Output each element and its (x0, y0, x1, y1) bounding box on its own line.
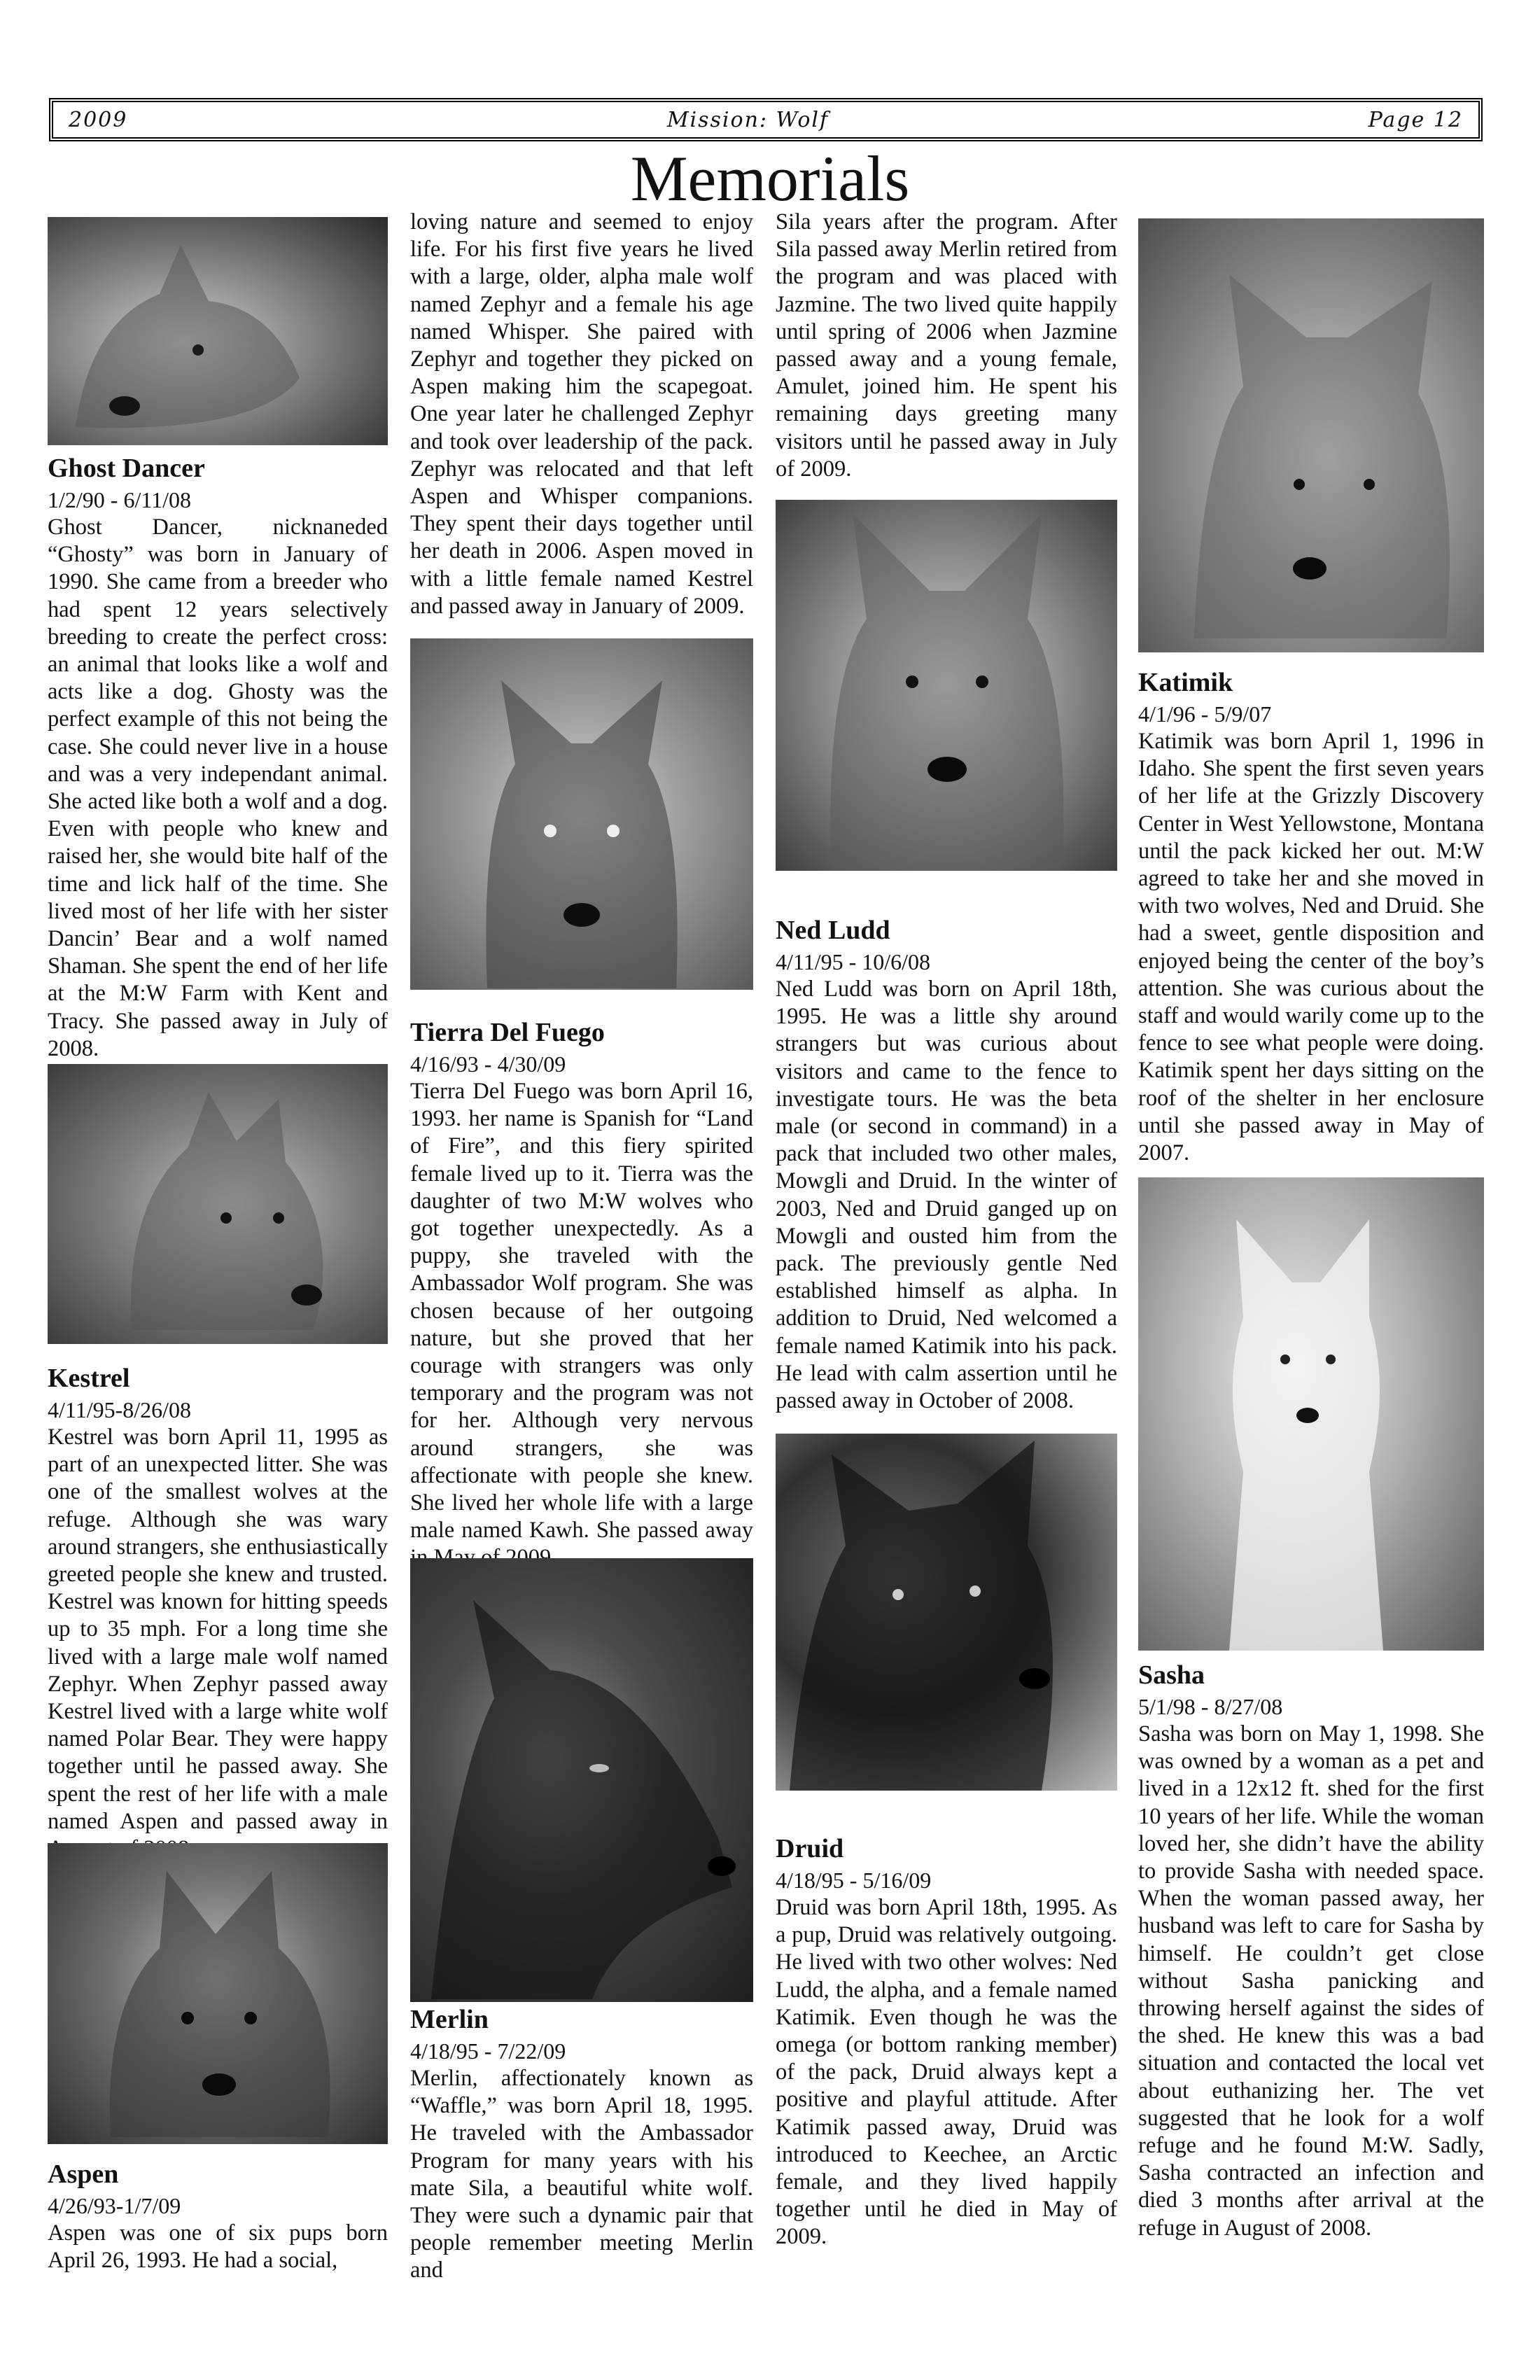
ned-ludd-dates: 4/11/95 - 10/6/08 (776, 949, 931, 974)
katimik-memorial (1138, 666, 1484, 1167)
aspen-text-start: Aspen was one of six pups born April 26, 1993. He had a social, (48, 2220, 388, 2274)
ghost-dancer-name: Ghost Dancer (48, 454, 205, 483)
aspen-memorial (48, 2158, 388, 2274)
merlin-memorial-continued (776, 209, 1117, 483)
kestrel-memorial (48, 1362, 388, 1863)
sasha-text: Sasha was born on May 1, 1998. She was owned by a woman as a pet and lived in a 12x12 ft. shed for the first 10 years of her life. While the woman loved her, she didn’t have the ability to provide Sasha with needed space. When the woman passed away, her husband was left to care for Sasha by himself. He couldn’t get close without Sasha panicking and throwing herself against the sides of the shed. He knew this was a bad situation and contacted the local vet about euthanizing her. The vet suggested that he look for a wolf refuge and he found M:W. Sadly, Sasha contracted an infection and died 3 months after arrival at the refuge in August of 2008. (1138, 1721, 1484, 2241)
aspen-photo (48, 1843, 388, 2144)
ghost-dancer-photo (48, 217, 388, 445)
wolf-photo-icon (48, 1843, 388, 2144)
ned-ludd-memorial (776, 914, 1117, 1415)
kestrel-text: Kestrel was born April 11, 1995 as part of an unexpected litter. She was one of the smallest wolves at the refuge. Although she was wary around strangers, she enthusiastically greeted people she knew and trusted. Kestrel was known for hitting speeds up to 35 mph. For a long time she lived with a large male wolf named Zephyr. When Zephyr passed away Kestrel lived with a large white wolf named Polar Bear. They were happy together until he passed away. She spent the rest of her life with a male named Aspen and passed away in (48, 1424, 388, 1834)
wolf-photo-icon (776, 500, 1117, 871)
wolf-photo-icon (48, 217, 388, 445)
merlin-dates: 4/18/95 - 7/22/09 (410, 2038, 566, 2064)
sasha-name: Sasha (1138, 1660, 1205, 1690)
ned-ludd-photo (776, 500, 1117, 871)
sasha-dates: 5/1/98 - 8/27/08 (1138, 1694, 1283, 1719)
aspen-memorial-continued (410, 209, 753, 620)
druid-memorial (776, 1833, 1117, 2251)
wolf-photo-icon (410, 638, 753, 990)
sasha-memorial (1138, 1659, 1484, 2242)
wolf-photo-icon (410, 1558, 753, 2002)
aspen-dates: 4/26/93-1/7/09 (48, 2193, 181, 2218)
ned-ludd-text: Ned Ludd was born on April 18th, 1995. He was a little shy around strangers but was curious about visitors and came to the fence to investigate tours. He was the beta male (or second in command) in a pack that included two other males, Mowgli and Druid. In the winter of 2003, Ned and Druid ganged up on Mowgli and ousted him from the pack. The previously gentle Ned established himself as alpha. In addition to Druid, Ned welcomed a female named Katimik into his pack. He lead with calm assertion until he passed away in October of 2008. (776, 976, 1117, 1414)
tierra-del-fuego-photo (410, 638, 753, 990)
ghost-dancer-memorial (48, 452, 388, 1063)
merlin-photo (410, 1558, 753, 2002)
wolf-photo-icon (48, 1064, 388, 1344)
header-page-number: Page 12 (1368, 107, 1463, 132)
merlin-text-continued: Sila years after the program. After Sila passed away Merlin retired from the program and was placed with Jazmine. The two lived quite happily until spring of 2006 when Jazmine passed away and a young female, Amulet, joined him. He spent his remaining days greeting many visitors until he passed away in July of 2009. (776, 209, 1117, 482)
katimik-dates: 4/1/96 - 5/9/07 (1138, 701, 1272, 727)
merlin-text-start: Merlin, affectionately known as “Waffle,” was born April 18, 1995. He traveled with the Ambassador Program for many years with his mate Sila, a beautiful white wolf. They were such a dynamic pair that people remember meeting Merlin and (410, 2066, 753, 2283)
katimik-text: Katimik was born April 1, 1996 in Idaho. She spent the first seven years of her life at the Grizzly Discovery Center in West Yellowstone, Montana until the pack kicked her out. M:W agreed to take her and she moved in with two wolves, Ned and Druid. She had a sweet, gentle disposition and enjoyed being the center of the boy’s attention. She was curious about the staff and would warily come up to the fence to see what people were doing. Katimik spent her days sitting on the roof of the shelter in her enclosure until she passed away in May of 2007. (1138, 729, 1484, 1166)
wolf-photo-icon (1138, 218, 1484, 652)
ghost-dancer-text: Ghost Dancer, nicknaneded “Ghosty” was born in January of 1990. She came from a breeder who had spent 12 years selectively breeding to create the perfect cross: an animal that looks like a wolf and acts like a dog. Ghosty was the perfect example of this not being the case. She could never live in a house and was a very independant animal. She acted like both a wolf and a dog. Even with people who knew and raised her, she would bite half of the time and lick half of the time. She lived most of her life with her sister Dancin’ Bear and a wolf named Shaman. She spent the end of her life at the M:W Farm with Kent and Tracy. She passed away in July of 2008. (48, 514, 388, 1061)
kestrel-name: Kestrel (48, 1364, 130, 1393)
page-header (49, 98, 1483, 141)
druid-dates: 4/18/95 - 5/16/09 (776, 1868, 932, 1893)
aspen-text-continued: loving nature and seemed to enjoy life. For his first five years he lived with a large, older, alpha male wolf named Zephyr and a female his age named Whisper. She paired with Zephyr and together they picked on Aspen making him the scapegoat. One year later he challenged Zephyr and took over leadership of the pack. Zephyr was relocated and that left Aspen and Whisper companions. They spent their days together until her death in 2006. Aspen moved in with a little female named Kestrel and passed away in January of 2009. (410, 209, 753, 619)
tierra-del-fuego-name: Tierra Del Fuego (410, 1018, 605, 1047)
aspen-name: Aspen (48, 2160, 119, 2189)
tierra-del-fuego-memorial (410, 1016, 753, 1572)
druid-name: Druid (776, 1834, 844, 1863)
tierra-del-fuego-dates: 4/16/93 - 4/30/09 (410, 1051, 566, 1077)
page-title: Memorials (630, 143, 910, 214)
katimik-name: Katimik (1138, 668, 1233, 697)
wolf-photo-icon (1138, 1177, 1484, 1651)
wolf-photo-icon (776, 1434, 1117, 1791)
tierra-del-fuego-text: Tierra Del Fuego was born April 16, 1993. her name is Spanish for “Land of Fire”, and this fiery spirited female lived up to it. Tierra was the daughter of two M:W wolves who got together unexpectedly. As a puppy, she traveled with the Ambassador Wolf program. She was chosen because of her outgoing nature, but she proved that her courage with strangers was only temporary and the program was not for her. Although very nervous around strangers, she was affectionate with people she knew. She lived her whole life with a large male named Kawh. She passed away (410, 1079, 753, 1544)
merlin-memorial (410, 2003, 753, 2285)
kestrel-dates: 4/11/95-8/26/08 (48, 1397, 192, 1422)
header-publication: Mission: Wolf (666, 107, 830, 132)
merlin-name: Merlin (410, 2005, 489, 2034)
sasha-photo (1138, 1177, 1484, 1651)
druid-photo (776, 1434, 1117, 1791)
ghost-dancer-dates: 1/2/90 - 6/11/08 (48, 487, 192, 512)
ned-ludd-name: Ned Ludd (776, 916, 890, 945)
druid-text: Druid was born April 18th, 1995. As a pup, Druid was relatively outgoing. He lived with two other wolves: Ned Ludd, the alpha, and a female named Katimik. Even though he was the omega (or bottom ranking member) of the pack, Druid always kept a positive and playful attitude. After Katimik passed away, Druid was introduced to Keechee, an Arctic female, and they lived happily together until he died in May of 2009. (776, 1895, 1117, 2250)
katimik-photo (1138, 218, 1484, 652)
header-year: 2009 (69, 107, 128, 132)
kestrel-photo (48, 1064, 388, 1344)
